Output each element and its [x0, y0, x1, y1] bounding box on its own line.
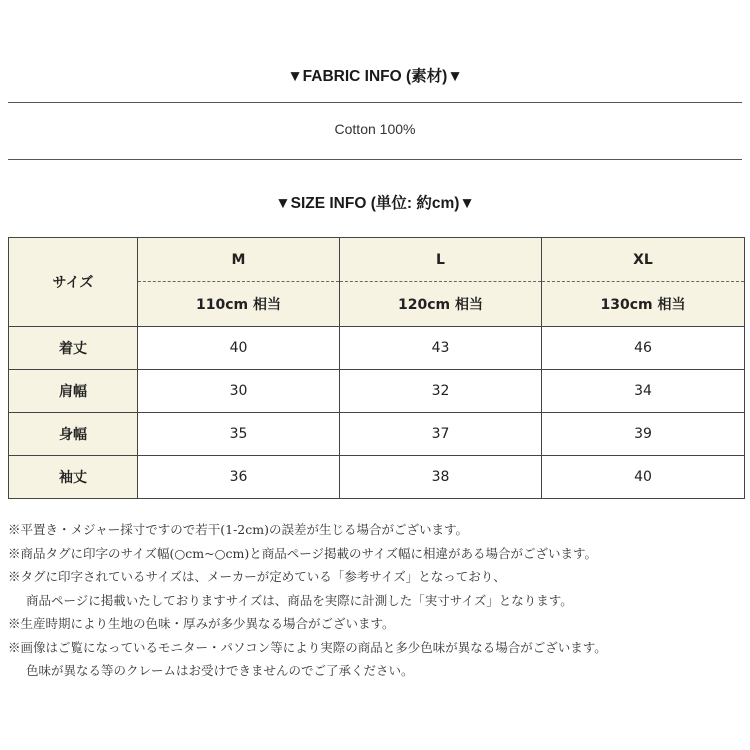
table-cell: 35 [138, 413, 340, 456]
note-line: 色味が異なる等のクレームはお受けできませんのでご了承ください。 [26, 663, 414, 678]
note-line: ※商品タグに印字のサイズ幅(○cm~○cm)と商品ページ掲載のサイズ幅に相違がある場合がございます。 [8, 545, 598, 561]
divider-bottom [8, 159, 742, 160]
note-line: ※画像はご覧になっているモニター・パソコン等により実際の商品と多少色味が異なる場合がございます。 [8, 639, 607, 655]
table-cell: 40 [542, 456, 745, 499]
fabric-info-title: ▼FABRIC INFO (素材)▼ [287, 68, 463, 85]
note-line: ※平置き・メジャー採寸ですので若干(1-2cm)の誤差が生じる場合がございます。 [8, 522, 468, 537]
size-corner-label: サイズ [9, 238, 138, 327]
table-row [9, 456, 745, 499]
table-cell: 46 [542, 327, 745, 370]
size-equiv-l: 120cm 相当 [340, 282, 542, 327]
size-info-title: ▼SIZE INFO (単位: 約cm)▼ [275, 195, 475, 212]
notes-section [8, 518, 748, 683]
size-table [8, 237, 745, 499]
table-cell: 40 [138, 327, 340, 370]
table-row [9, 327, 745, 370]
size-equiv-xl: 130cm 相当 [542, 282, 745, 327]
divider-top [8, 102, 742, 103]
row-label: 肩幅 [9, 370, 138, 413]
note-line: ※生産時期により生地の色味・厚みが多少異なる場合がございます。 [8, 616, 395, 631]
row-label: 身幅 [9, 413, 138, 456]
size-col-xl: XL [542, 238, 745, 282]
table-cell: 43 [340, 327, 542, 370]
table-cell: 37 [340, 413, 542, 456]
table-header-row [9, 238, 745, 282]
size-col-l: L [340, 238, 542, 282]
table-cell: 39 [542, 413, 745, 456]
table-cell: 38 [340, 456, 542, 499]
fabric-content: Cotton 100% [334, 121, 416, 137]
table-cell: 32 [340, 370, 542, 413]
note-line: 商品ページに掲載いたしておりますサイズは、商品を実際に計測した「実寸サイズ」となります。 [26, 592, 573, 608]
row-label: 袖丈 [9, 456, 138, 499]
table-row [9, 413, 745, 456]
table-cell: 36 [138, 456, 340, 499]
table-row [9, 370, 745, 413]
table-cell: 34 [542, 370, 745, 413]
size-equiv-m: 110cm 相当 [138, 282, 340, 327]
size-col-m: M [138, 238, 340, 282]
row-label: 着丈 [9, 327, 138, 370]
table-cell: 30 [138, 370, 340, 413]
note-line: ※タグに印字されているサイズは、メーカーが定めている「参考サイズ」となっており、 [8, 569, 506, 584]
